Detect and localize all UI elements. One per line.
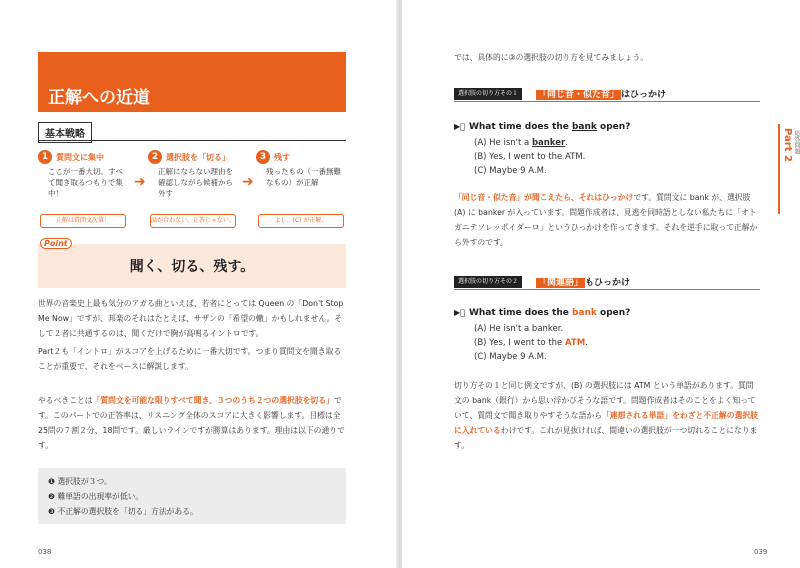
paragraph-3-pre: やるべきことは (38, 396, 93, 405)
option-text: (B) Yes, I went to the (474, 338, 565, 348)
question-2 (454, 308, 630, 318)
explanation-highlight: 「連想される単語」をわざと不正解の選択肢に入れている (454, 411, 758, 435)
section-highlight: 「同じ音・似た音」 (538, 90, 620, 100)
strategy-step-2 (148, 150, 238, 230)
step-body: 残ったもの（一番無難なもの）が正解 (266, 167, 341, 187)
q2-option-c: (C) Maybe 9 A.M. (474, 352, 547, 362)
section-heading-1 (454, 86, 760, 102)
basic-strategy-divider (38, 140, 346, 141)
reasons-summary-box (38, 468, 346, 524)
option-text: (A) He isn't a (474, 138, 532, 148)
step-heading: 選択肢を「切る」 (166, 153, 230, 162)
question-pre: What time does the (468, 308, 572, 318)
explanation-2 (454, 378, 760, 453)
step-note: よし、(C) が正解。 (258, 214, 344, 228)
explanation-rest: です。質問文に bank が、選択肢 (A) に banker が入っています。問題作成者は、見逃を同時語としない私たちに「オトガニテソレッポイダーロ」というひっかけを作ってきます。それを逆手に取って正解から外すのです。 (454, 193, 758, 247)
arrow-right-icon: ➜ (134, 174, 146, 190)
strategy-step-3 (256, 150, 346, 230)
option-text: . (565, 138, 568, 148)
side-tab-part: Part 2 (782, 128, 793, 162)
question-post: open? (596, 308, 631, 318)
point-tag: Point (40, 238, 72, 249)
section-label (536, 87, 666, 100)
strategy-steps (38, 150, 346, 240)
reason-item: ❶ 選択肢が３つ。 (48, 477, 112, 486)
question-keyword: bank (571, 122, 597, 132)
page-number-right: 039 (754, 548, 768, 556)
question-keyword: bank (571, 308, 597, 318)
reason-item: ❷ 難単語の出現率が低い。 (48, 492, 144, 501)
step-heading: 残す (274, 153, 290, 162)
page-number-left: 038 (38, 548, 52, 556)
step-note: 話が合わない、正答じゃない。 (150, 214, 236, 228)
section-label (536, 275, 630, 288)
chapter-title: 正解への近道 (48, 88, 150, 108)
question-1 (454, 122, 630, 132)
section-heading-2 (454, 274, 760, 290)
part-side-tab (778, 124, 800, 214)
q1-option-c: (C) Maybe 9 A.M. (474, 166, 547, 176)
section-highlight: 「関連語」 (538, 278, 584, 288)
option-keyword: banker (531, 138, 566, 148)
option-text: . (585, 338, 588, 348)
paragraph-2: Part２も「イントロ」がスコアを上げるために一番大切です。つまり質問文を聞き取ることが重要で、それをベースに解説します。 (38, 347, 342, 371)
question-pre: What time does the (468, 122, 572, 132)
section-rest: もひっかけ (585, 278, 631, 288)
explanation-pre: 切り方その１と同じ例文ですが、(B) の選択肢には ATM という単語があります。質問文の bank（銀行）から思い浮かびそうな語です。問題作成者はそのことをよく知っていて、質問文で聞き取りやすそうな語から (454, 381, 756, 420)
reason-item: ❸ 不正解の選択肢を「切る」方法がある。 (48, 507, 198, 516)
step-number: 1 (38, 150, 52, 164)
side-tab-subtitle: 応答問題 (793, 130, 800, 154)
step-number: 3 (256, 150, 270, 164)
section-tag: 選択肢の切り方その１ (454, 88, 522, 100)
arrow-right-icon: ➜ (242, 174, 254, 190)
paragraph-3 (38, 393, 346, 453)
point-text: 聞く、切る、残す。 (129, 259, 255, 275)
audio-track-icon: ▶⃞ (454, 122, 465, 131)
explanation-highlight: 「同じ音・似た音」が聞こえたら、それはひっかけ (454, 193, 634, 202)
q1-option-a (474, 136, 568, 150)
explanation-1 (454, 190, 760, 250)
step-body: 正解にならない理由を確認しながら候補から外す (158, 167, 233, 198)
q1-option-b: (B) Yes, I went to the ATM. (474, 152, 586, 162)
right-intro-text: では、具体的に③の選択肢の切り方を見てみましょう。 (454, 53, 649, 62)
q2-option-b (474, 336, 588, 350)
question-post: open? (596, 122, 631, 132)
audio-track-icon: ▶⃞ (454, 308, 465, 317)
section-tag: 選択肢の切り方その２ (454, 276, 522, 288)
paragraph-1: 世界の音楽史上最も気分のアガる曲といえば、若者にとっては Queen の「Don't Stop Me Now」ですが、邦楽のそれはたとえば、サザンの「希望の轍」かもしれません。そして２者に共通するのは、聞くだけで胸が高鳴るイントロです。 (38, 299, 344, 338)
paragraph-3-highlight: 「質問文を可能な限りすべて聞き、３つのうち２つの選択肢を切る」 (92, 396, 334, 405)
basic-strategy-label: 基本戦略 (38, 122, 92, 143)
step-note: 正解は質問文次第！ (40, 214, 126, 228)
option-keyword: ATM (565, 338, 586, 348)
paragraph-3-post: です。このパートでの正答率は、リスニング全体のスコアに大きく影響します。目標は全25問の７割２分、18問です。厳しいラインですが勝算はあります。理由は以下の通りです。 (38, 396, 345, 450)
section-rest: はひっかけ (621, 90, 667, 100)
chapter-title-bar (38, 52, 346, 112)
step-number: 2 (148, 150, 162, 164)
explanation-post: わけです。これが見抜ければ、間違いの選択肢が一つ切れることになります。 (454, 426, 758, 450)
left-page (0, 0, 398, 568)
side-tab-bar (778, 124, 780, 214)
q2-option-a: (A) He isn't a banker. (474, 324, 564, 334)
step-heading: 質問文に集中 (56, 153, 104, 162)
strategy-step-1 (38, 150, 128, 230)
step-body: ここが一番大切。すべて聞き取るつもりで集中！ (48, 167, 123, 198)
point-box (38, 239, 346, 288)
